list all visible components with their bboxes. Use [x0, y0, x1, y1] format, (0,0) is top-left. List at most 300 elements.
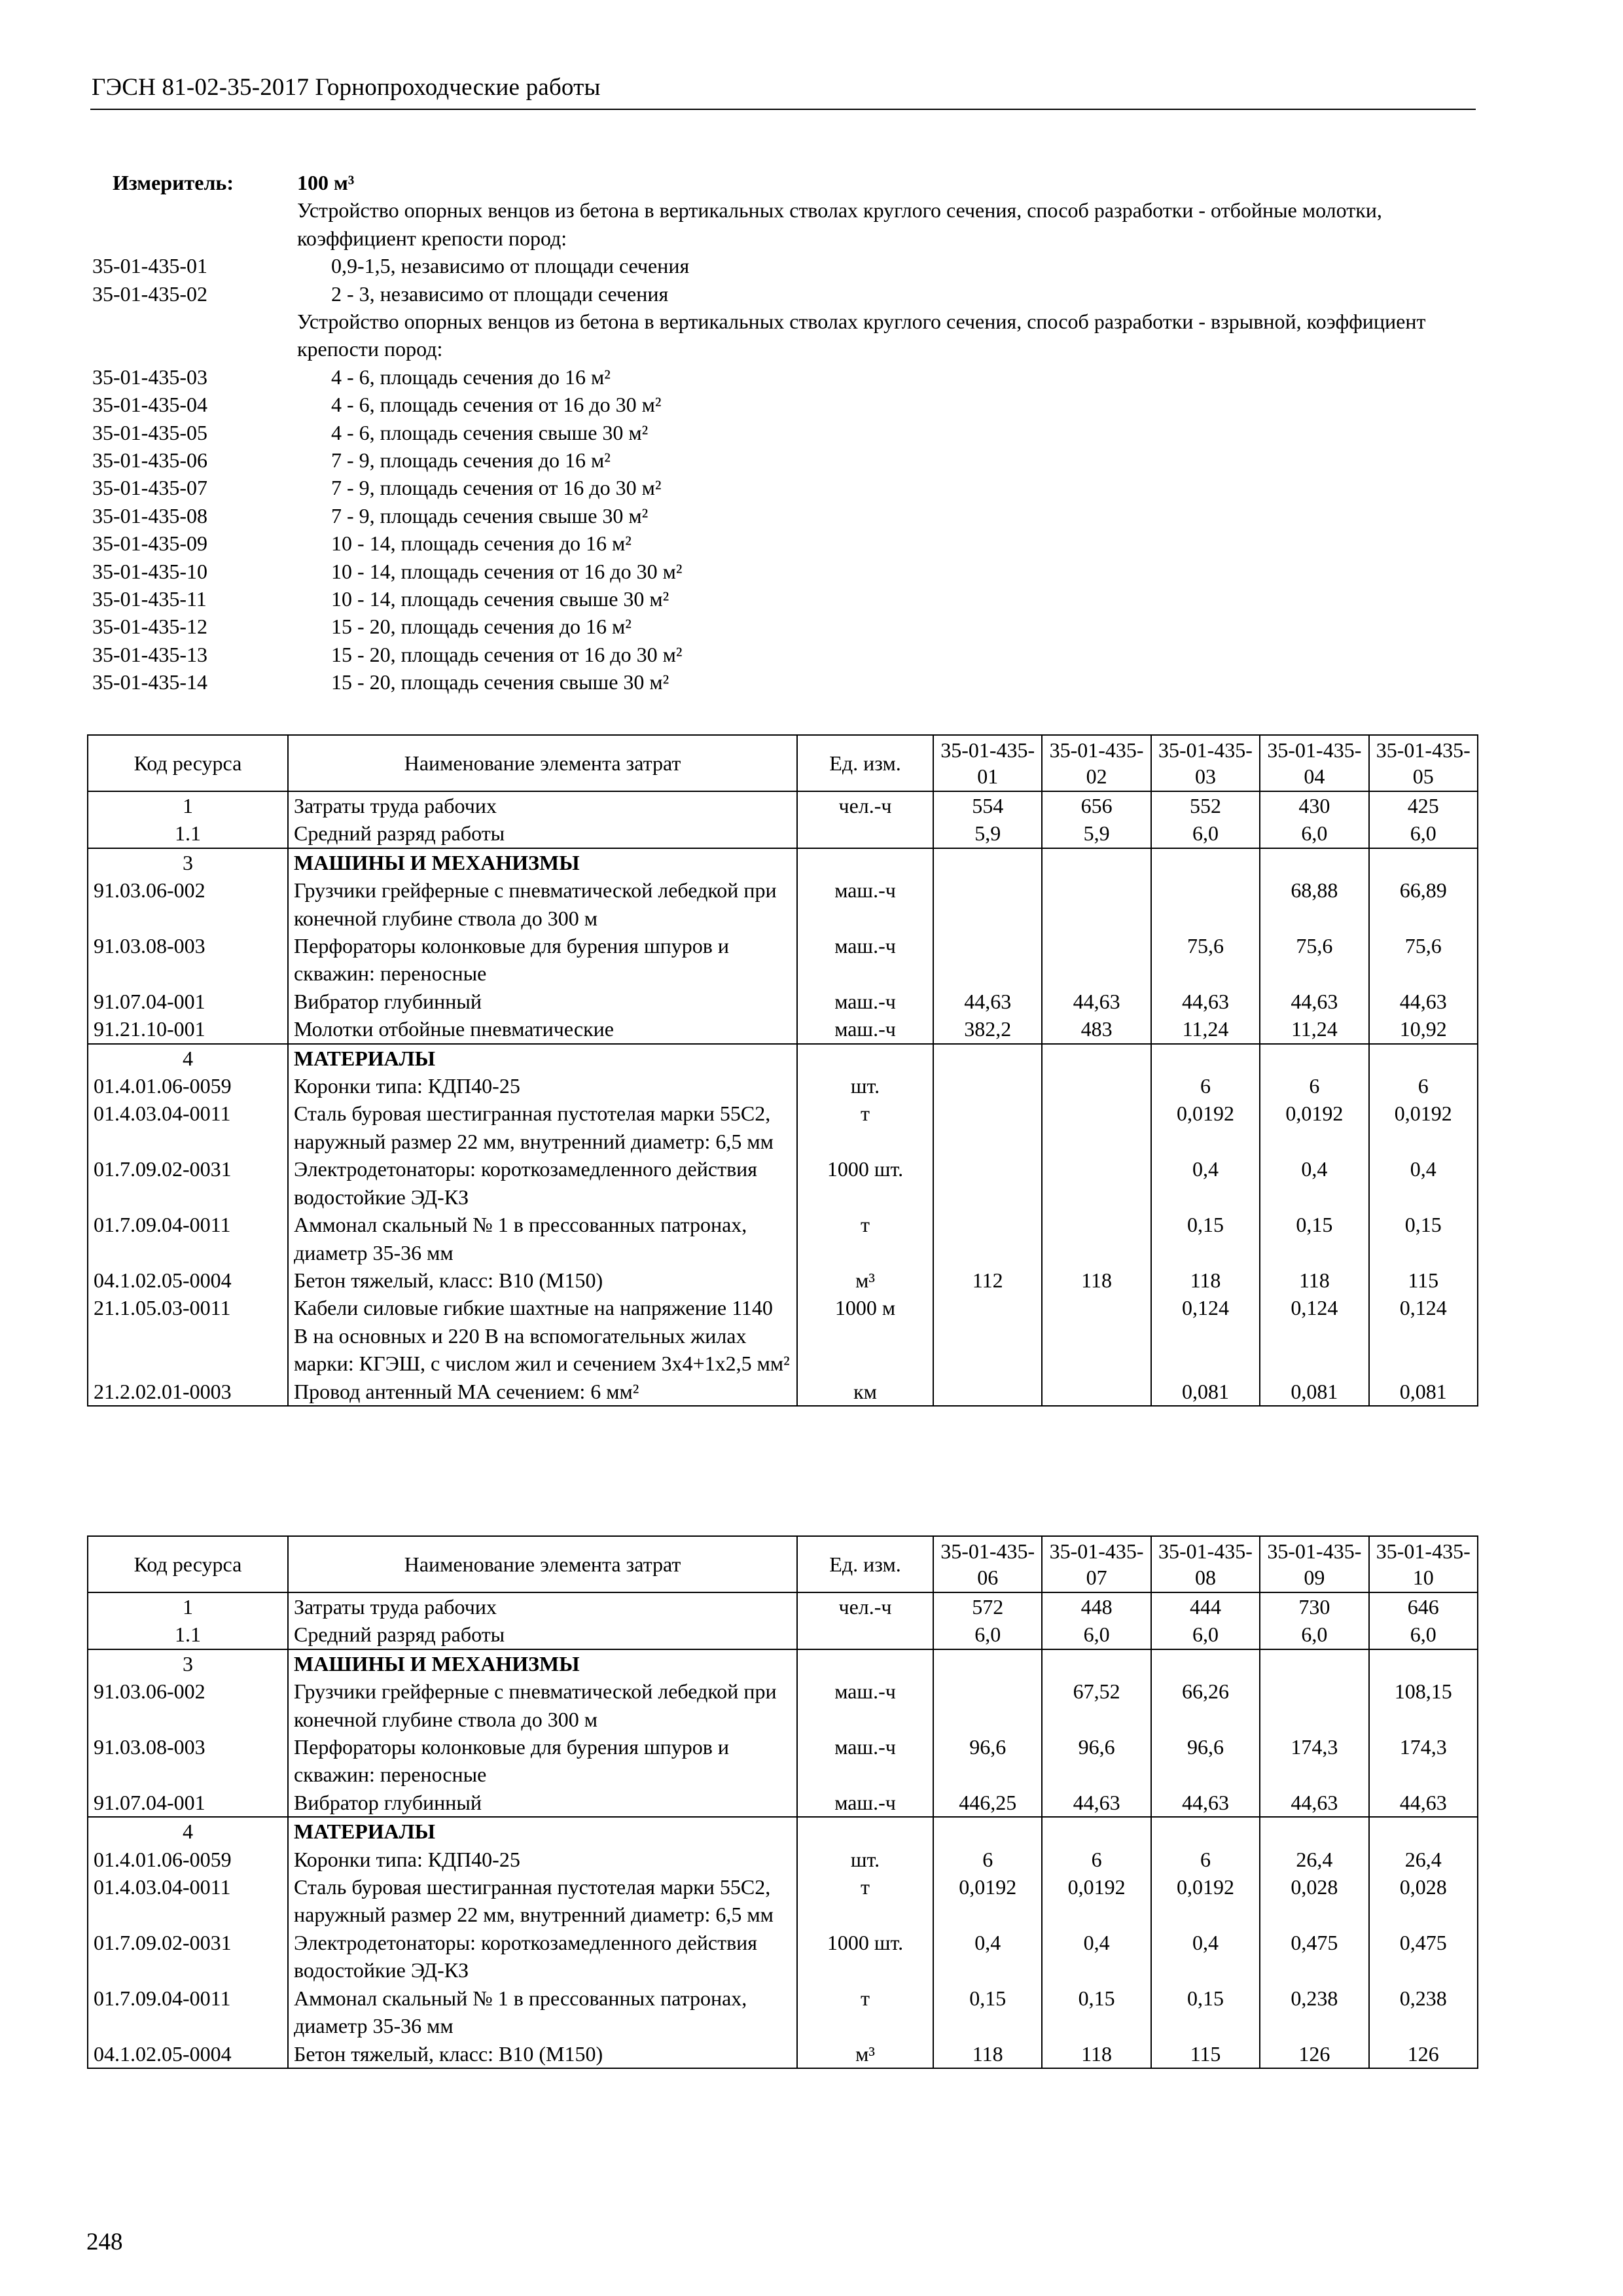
resource-value: 96,6 [1042, 1733, 1150, 1789]
resource-name: Бетон тяжелый, класс: В10 (М150) [288, 1266, 797, 1294]
resource-value: 108,15 [1369, 1677, 1478, 1733]
resource-value [933, 1044, 1042, 1072]
resource-value [1042, 848, 1150, 876]
resource-value: 382,2 [933, 1015, 1042, 1043]
resource-value [1260, 1817, 1368, 1845]
norm-item [92, 558, 1499, 585]
resource-unit [797, 1817, 933, 1845]
resource-unit: маш.-ч [797, 1015, 933, 1043]
meter-label: Измеритель: [113, 171, 234, 194]
norm-item [92, 613, 1499, 640]
resource-value: 44,63 [1042, 988, 1150, 1015]
resource-value: 67,52 [1042, 1677, 1150, 1733]
table-row [88, 1072, 1478, 1100]
resource-value: 118 [1151, 1266, 1260, 1294]
resource-unit: 1000 шт. [797, 1929, 933, 1984]
resource-value: 0,15 [1151, 1984, 1260, 2040]
resource-value [933, 1100, 1042, 1155]
resource-value: 446,25 [933, 1789, 1042, 1817]
resource-value: 44,63 [1042, 1789, 1150, 1817]
resource-value: 552 [1151, 791, 1260, 819]
norm-description: 4 - 6, площадь сечения от 16 до 30 м² [331, 393, 662, 417]
table-row [88, 1100, 1478, 1155]
header-code: Код ресурса [88, 1536, 288, 1592]
resource-value: 44,63 [933, 988, 1042, 1015]
table-row [88, 1211, 1478, 1266]
norm-code: 35-01-435-11 [92, 586, 207, 611]
resource-value [1042, 1100, 1150, 1155]
resource-code: 1.1 [88, 819, 288, 848]
resource-code: 04.1.02.05-0004 [88, 1266, 288, 1294]
resource-unit [797, 1044, 933, 1072]
resource-unit: т [797, 1984, 933, 2040]
resource-value: 115 [1369, 1266, 1478, 1294]
resource-value: 0,475 [1369, 1929, 1478, 1984]
resource-value [933, 1294, 1042, 1377]
resource-unit: шт. [797, 1846, 933, 1873]
table-row [88, 1621, 1478, 1649]
resource-value: 6,0 [933, 1621, 1042, 1649]
norm-description: 10 - 14, площадь сечения свыше 30 м² [331, 586, 669, 611]
resource-value: 0,124 [1151, 1294, 1260, 1377]
norm-description: 7 - 9, площадь сечения свыше 30 м² [331, 503, 649, 528]
norm-item [92, 280, 1499, 308]
norm-code: 35-01-435-10 [92, 559, 207, 583]
resource-value [933, 1072, 1042, 1100]
resource-value: 44,63 [1151, 1789, 1260, 1817]
resource-value [933, 1817, 1042, 1845]
resource-value: 0,081 [1151, 1378, 1260, 1406]
norm-description: 15 - 20, площадь сечения свыше 30 м² [331, 670, 669, 694]
table-row [88, 988, 1478, 1015]
resource-value: 0,124 [1260, 1294, 1368, 1377]
norm-code: 35-01-435-06 [92, 448, 207, 472]
resource-value: 44,63 [1369, 988, 1478, 1015]
header-col: 35-01-435-02 [1042, 735, 1150, 791]
resource-value [1042, 1211, 1150, 1266]
resource-name: Бетон тяжелый, класс: В10 (М150) [288, 2040, 797, 2068]
resource-value: 0,028 [1369, 1873, 1478, 1929]
resource-name: Средний разряд работы [288, 819, 797, 848]
table-row [88, 1294, 1478, 1377]
resource-value [933, 932, 1042, 988]
header-col: 35-01-435-04 [1260, 735, 1368, 791]
header-col: 35-01-435-05 [1369, 735, 1478, 791]
resource-code: 3 [88, 848, 288, 876]
resource-unit: м³ [797, 2040, 933, 2068]
resource-table-1 [87, 734, 1478, 1407]
resource-value: 448 [1042, 1592, 1150, 1621]
table-row [88, 1015, 1478, 1043]
norm-description: 0,9-1,5, независимо от площади сечения [331, 254, 690, 278]
resource-value: 0,475 [1260, 1929, 1368, 1984]
resource-value: 0,4 [1260, 1155, 1368, 1211]
resource-value: 96,6 [933, 1733, 1042, 1789]
resource-value: 68,88 [1260, 876, 1368, 932]
resource-value: 10,92 [1369, 1015, 1478, 1043]
resource-code: 01.7.09.04-0011 [88, 1984, 288, 2040]
resource-value: 126 [1369, 2040, 1478, 2068]
table-row [88, 1846, 1478, 1873]
resource-value: 174,3 [1260, 1733, 1368, 1789]
norm-item [92, 446, 1499, 474]
resource-value: 0,238 [1260, 1984, 1368, 2040]
resource-unit: м³ [797, 1266, 933, 1294]
resource-name: Затраты труда рабочих [288, 791, 797, 819]
resource-code: 21.2.02.01-0003 [88, 1378, 288, 1406]
resource-unit: 1000 шт. [797, 1155, 933, 1211]
resource-value [1042, 1044, 1150, 1072]
resource-value [933, 848, 1042, 876]
header-name: Наименование элемента затрат [288, 1536, 797, 1592]
resource-name: Сталь буровая шестигранная пустотелая марки 55С2, наружный размер 22 мм, внутренний диаметр: 6,5 мм [288, 1873, 797, 1929]
document-header-title: ГЭСН 81-02-35-2017 Горнопроходческие работы [92, 74, 601, 101]
resource-name: Кабели силовые гибкие шахтные на напряжение 1140 В на основных и 220 В на вспомогательных жилах марки: КГЭШ, с числом жил и сечением 3х4+1х2,5 мм² [288, 1294, 797, 1377]
table-row [88, 2040, 1478, 2068]
resource-value: 5,9 [933, 819, 1042, 848]
resource-value: 6,0 [1260, 1621, 1368, 1649]
norm-item [92, 668, 1499, 696]
table-row [88, 819, 1478, 848]
resource-value: 6 [1260, 1072, 1368, 1100]
resource-value [1260, 848, 1368, 876]
resource-name: Электродетонаторы: короткозамедленного действия водостойкие ЭД-КЗ [288, 1929, 797, 1984]
resource-value [1260, 1677, 1368, 1733]
resource-value: 115 [1151, 2040, 1260, 2068]
resource-code: 01.4.01.06-0059 [88, 1072, 288, 1100]
resource-value: 6,0 [1151, 819, 1260, 848]
resource-value: 118 [1042, 1266, 1150, 1294]
header-col: 35-01-435-03 [1151, 735, 1260, 791]
resource-code: 01.7.09.02-0031 [88, 1929, 288, 1984]
resource-value: 0,0192 [933, 1873, 1042, 1929]
table-row [88, 791, 1478, 819]
group2-heading: Устройство опорных венцов из бетона в вертикальных стволах круглого сечения, способ разработки - взрывной, коэффициент крепости пород: [297, 309, 1426, 361]
resource-value: 6,0 [1369, 819, 1478, 848]
table-row [88, 1592, 1478, 1621]
resource-value [1151, 848, 1260, 876]
page-number: 248 [86, 2229, 123, 2255]
resource-value: 44,63 [1151, 988, 1260, 1015]
norm-item [92, 641, 1499, 668]
resource-value [933, 1677, 1042, 1733]
norm-code: 35-01-435-04 [92, 393, 207, 417]
resource-value [1042, 876, 1150, 932]
resource-name: МАШИНЫ И МЕХАНИЗМЫ [288, 848, 797, 876]
resource-name: Провод антенный МА сечением: 6 мм² [288, 1378, 797, 1406]
norm-code: 35-01-435-03 [92, 365, 207, 389]
resource-unit [797, 819, 933, 848]
resource-code: 91.03.06-002 [88, 876, 288, 932]
norm-item [92, 391, 1499, 418]
resource-unit: 1000 м [797, 1294, 933, 1377]
resource-value [1151, 1044, 1260, 1072]
section-row [88, 848, 1478, 876]
resource-value: 0,15 [1042, 1984, 1150, 2040]
resource-unit: маш.-ч [797, 876, 933, 932]
resource-value: 0,0192 [1369, 1100, 1478, 1155]
resource-value: 26,4 [1260, 1846, 1368, 1873]
norm-item [92, 419, 1499, 446]
resource-code: 04.1.02.05-0004 [88, 2040, 288, 2068]
resource-value: 0,15 [1260, 1211, 1368, 1266]
resource-unit: км [797, 1378, 933, 1406]
norm-code: 35-01-435-02 [92, 281, 207, 306]
resource-value: 118 [933, 2040, 1042, 2068]
resource-name: Аммонал скальный № 1 в прессованных патронах, диаметр 35-36 мм [288, 1211, 797, 1266]
resource-value [1042, 1294, 1150, 1377]
norm-description: 7 - 9, площадь сечения до 16 м² [331, 448, 611, 472]
resource-value: 6 [933, 1846, 1042, 1873]
table-row [88, 876, 1478, 932]
resource-value: 0,4 [1151, 1155, 1260, 1211]
resource-value: 96,6 [1151, 1733, 1260, 1789]
resource-name: Аммонал скальный № 1 в прессованных патронах, диаметр 35-36 мм [288, 1984, 797, 2040]
resource-value: 554 [933, 791, 1042, 819]
resource-value: 0,4 [1151, 1929, 1260, 1984]
resource-value [1369, 1817, 1478, 1845]
resource-value: 0,0192 [1151, 1873, 1260, 1929]
resource-code: 4 [88, 1044, 288, 1072]
resource-name: Сталь буровая шестигранная пустотелая марки 55С2, наружный размер 22 мм, внутренний диаметр: 6,5 мм [288, 1100, 797, 1155]
resource-code: 1.1 [88, 1621, 288, 1649]
norm-code: 35-01-435-01 [92, 254, 207, 278]
resource-value [933, 1155, 1042, 1211]
resource-code: 1 [88, 1592, 288, 1621]
resource-value: 0,15 [1151, 1211, 1260, 1266]
resource-code: 91.03.08-003 [88, 1733, 288, 1789]
norm-item [92, 529, 1499, 557]
norm-code: 35-01-435-05 [92, 420, 207, 444]
resource-unit: маш.-ч [797, 1789, 933, 1817]
resource-value: 0,4 [933, 1929, 1042, 1984]
resource-value [1260, 1649, 1368, 1677]
resource-value [1151, 1649, 1260, 1677]
table-row [88, 1266, 1478, 1294]
resource-value [1151, 876, 1260, 932]
norm-description: 4 - 6, площадь сечения свыше 30 м² [331, 420, 649, 444]
resource-value: 75,6 [1260, 932, 1368, 988]
resource-value: 444 [1151, 1592, 1260, 1621]
resource-value: 0,4 [1369, 1155, 1478, 1211]
resource-value: 75,6 [1151, 932, 1260, 988]
resource-code: 91.21.10-001 [88, 1015, 288, 1043]
resource-value: 0,15 [933, 1984, 1042, 2040]
group2-list [92, 363, 1499, 696]
resource-value: 572 [933, 1592, 1042, 1621]
table-row [88, 1984, 1478, 2040]
resource-value: 174,3 [1369, 1733, 1478, 1789]
resource-value: 112 [933, 1266, 1042, 1294]
header-unit: Ед. изм. [797, 735, 933, 791]
resource-code: 91.07.04-001 [88, 1789, 288, 1817]
table-row [88, 1677, 1478, 1733]
resource-value: 6 [1369, 1072, 1478, 1100]
meter-value: 100 м³ [297, 171, 355, 194]
resource-code: 01.4.03.04-0011 [88, 1873, 288, 1929]
table-row [88, 932, 1478, 988]
resource-value [1042, 1817, 1150, 1845]
resource-unit: маш.-ч [797, 1677, 933, 1733]
resource-value: 6,0 [1042, 1621, 1150, 1649]
norm-item [92, 585, 1499, 613]
norm-description: 7 - 9, площадь сечения от 16 до 30 м² [331, 476, 662, 500]
resource-name: Перфораторы колонковые для бурения шпуров и скважин: переносные [288, 1733, 797, 1789]
resource-value: 425 [1369, 791, 1478, 819]
resource-unit: т [797, 1100, 933, 1155]
resource-value: 11,24 [1260, 1015, 1368, 1043]
resource-name: Вибратор глубинный [288, 988, 797, 1015]
norm-code: 35-01-435-08 [92, 503, 207, 528]
resource-value: 0,081 [1369, 1378, 1478, 1406]
resource-value: 730 [1260, 1592, 1368, 1621]
norm-code: 35-01-435-14 [92, 670, 207, 694]
norm-code: 35-01-435-13 [92, 642, 207, 666]
table-header-row [88, 735, 1478, 791]
table-header-row [88, 1536, 1478, 1592]
resource-value: 66,26 [1151, 1677, 1260, 1733]
resource-value: 0,0192 [1260, 1100, 1368, 1155]
norm-description: 2 - 3, независимо от площади сечения [331, 281, 669, 306]
norm-description: 10 - 14, площадь сечения от 16 до 30 м² [331, 559, 683, 583]
resource-value: 0,124 [1369, 1294, 1478, 1377]
resource-name: Перфораторы колонковые для бурения шпуров и скважин: переносные [288, 932, 797, 988]
resource-unit: маш.-ч [797, 932, 933, 988]
resource-value: 0,0192 [1151, 1100, 1260, 1155]
header-col: 35-01-435-01 [933, 735, 1042, 791]
resource-value: 0,238 [1369, 1984, 1478, 2040]
resource-value: 0,15 [1369, 1211, 1478, 1266]
header-col: 35-01-435-07 [1042, 1536, 1150, 1592]
table-row [88, 1873, 1478, 1929]
resource-code: 21.1.05.03-0011 [88, 1294, 288, 1377]
resource-value: 6 [1151, 1072, 1260, 1100]
table-row [88, 1733, 1478, 1789]
table-row [88, 1929, 1478, 1984]
resource-name: Коронки типа: КДП40-25 [288, 1072, 797, 1100]
resource-value: 0,0192 [1042, 1873, 1150, 1929]
resource-value [1042, 1072, 1150, 1100]
resource-value [1042, 932, 1150, 988]
header-name: Наименование элемента затрат [288, 735, 797, 791]
resource-name: Затраты труда рабочих [288, 1592, 797, 1621]
resource-code: 91.03.06-002 [88, 1677, 288, 1733]
group2-heading-row [92, 308, 1499, 363]
resource-value [933, 1378, 1042, 1406]
resource-code: 1 [88, 791, 288, 819]
resource-value: 6,0 [1369, 1621, 1478, 1649]
resource-unit: маш.-ч [797, 988, 933, 1015]
table-row [88, 1789, 1478, 1817]
resource-name: Электродетонаторы: короткозамедленного действия водостойкие ЭД-КЗ [288, 1155, 797, 1211]
resource-value: 126 [1260, 2040, 1368, 2068]
resource-name: Средний разряд работы [288, 1621, 797, 1649]
section-row [88, 1817, 1478, 1845]
resource-value: 0,081 [1260, 1378, 1368, 1406]
resource-value [1369, 1044, 1478, 1072]
norm-description: 15 - 20, площадь сечения до 16 м² [331, 615, 632, 639]
norm-description: 10 - 14, площадь сечения до 16 м² [331, 531, 632, 556]
resource-value [933, 1649, 1042, 1677]
resource-unit: чел.-ч [797, 1592, 933, 1621]
resource-unit: т [797, 1873, 933, 1929]
resource-value [933, 876, 1042, 932]
header-col: 35-01-435-08 [1151, 1536, 1260, 1592]
resource-value: 44,63 [1369, 1789, 1478, 1817]
resource-value: 6,0 [1260, 819, 1368, 848]
resource-value: 0,4 [1042, 1929, 1150, 1984]
resource-value [1369, 1649, 1478, 1677]
resource-name: Молотки отбойные пневматические [288, 1015, 797, 1043]
section-row [88, 1649, 1478, 1677]
resource-value: 11,24 [1151, 1015, 1260, 1043]
resource-value: 483 [1042, 1015, 1150, 1043]
resource-name: МАТЕРИАЛЫ [288, 1817, 797, 1845]
resource-value [1369, 848, 1478, 876]
header-code: Код ресурса [88, 735, 288, 791]
resource-unit: маш.-ч [797, 1733, 933, 1789]
measurement-intro [92, 169, 1499, 696]
resource-value: 118 [1260, 1266, 1368, 1294]
group1-heading-row [92, 196, 1499, 252]
resource-value: 656 [1042, 791, 1150, 819]
resource-name: Грузчики грейферные с пневматической лебедкой при конечной глубине ствола до 300 м [288, 876, 797, 932]
header-col: 35-01-435-09 [1260, 1536, 1368, 1592]
resource-value: 44,63 [1260, 988, 1368, 1015]
resource-value: 6,0 [1151, 1621, 1260, 1649]
resource-unit [797, 1621, 933, 1649]
resource-value: 44,63 [1260, 1789, 1368, 1817]
resource-name: МАТЕРИАЛЫ [288, 1044, 797, 1072]
norm-item [92, 474, 1499, 501]
resource-value: 75,6 [1369, 932, 1478, 988]
resource-value: 26,4 [1369, 1846, 1478, 1873]
norm-item [92, 363, 1499, 391]
resource-code: 91.07.04-001 [88, 988, 288, 1015]
resource-value [1260, 1044, 1368, 1072]
norm-description: 4 - 6, площадь сечения до 16 м² [331, 365, 611, 389]
resource-value: 430 [1260, 791, 1368, 819]
resource-unit: чел.-ч [797, 791, 933, 819]
table-row [88, 1378, 1478, 1406]
resource-name: Грузчики грейферные с пневматической лебедкой при конечной глубине ствола до 300 м [288, 1677, 797, 1733]
group1-heading: Устройство опорных венцов из бетона в вертикальных стволах круглого сечения, способ разработки - отбойные молотки, коэффициент крепости пород: [297, 198, 1382, 250]
header-col: 35-01-435-06 [933, 1536, 1042, 1592]
header-divider [90, 109, 1476, 110]
resource-unit [797, 1649, 933, 1677]
resource-code: 01.4.01.06-0059 [88, 1846, 288, 1873]
group1-list [92, 252, 1499, 308]
resource-name: Вибратор глубинный [288, 1789, 797, 1817]
resource-code: 4 [88, 1817, 288, 1845]
resource-value: 0,028 [1260, 1873, 1368, 1929]
resource-value [1042, 1649, 1150, 1677]
resource-code: 01.4.03.04-0011 [88, 1100, 288, 1155]
norm-code: 35-01-435-09 [92, 531, 207, 556]
section-row [88, 1044, 1478, 1072]
resource-value [1042, 1155, 1150, 1211]
norm-description: 15 - 20, площадь сечения от 16 до 30 м² [331, 642, 683, 666]
resource-value [1151, 1817, 1260, 1845]
meter-row [92, 169, 1499, 196]
resource-value: 646 [1369, 1592, 1478, 1621]
header-unit: Ед. изм. [797, 1536, 933, 1592]
norm-code: 35-01-435-07 [92, 476, 207, 500]
norm-code: 35-01-435-12 [92, 615, 207, 639]
resource-value: 5,9 [1042, 819, 1150, 848]
resource-code: 01.7.09.04-0011 [88, 1211, 288, 1266]
resource-value [1042, 1378, 1150, 1406]
